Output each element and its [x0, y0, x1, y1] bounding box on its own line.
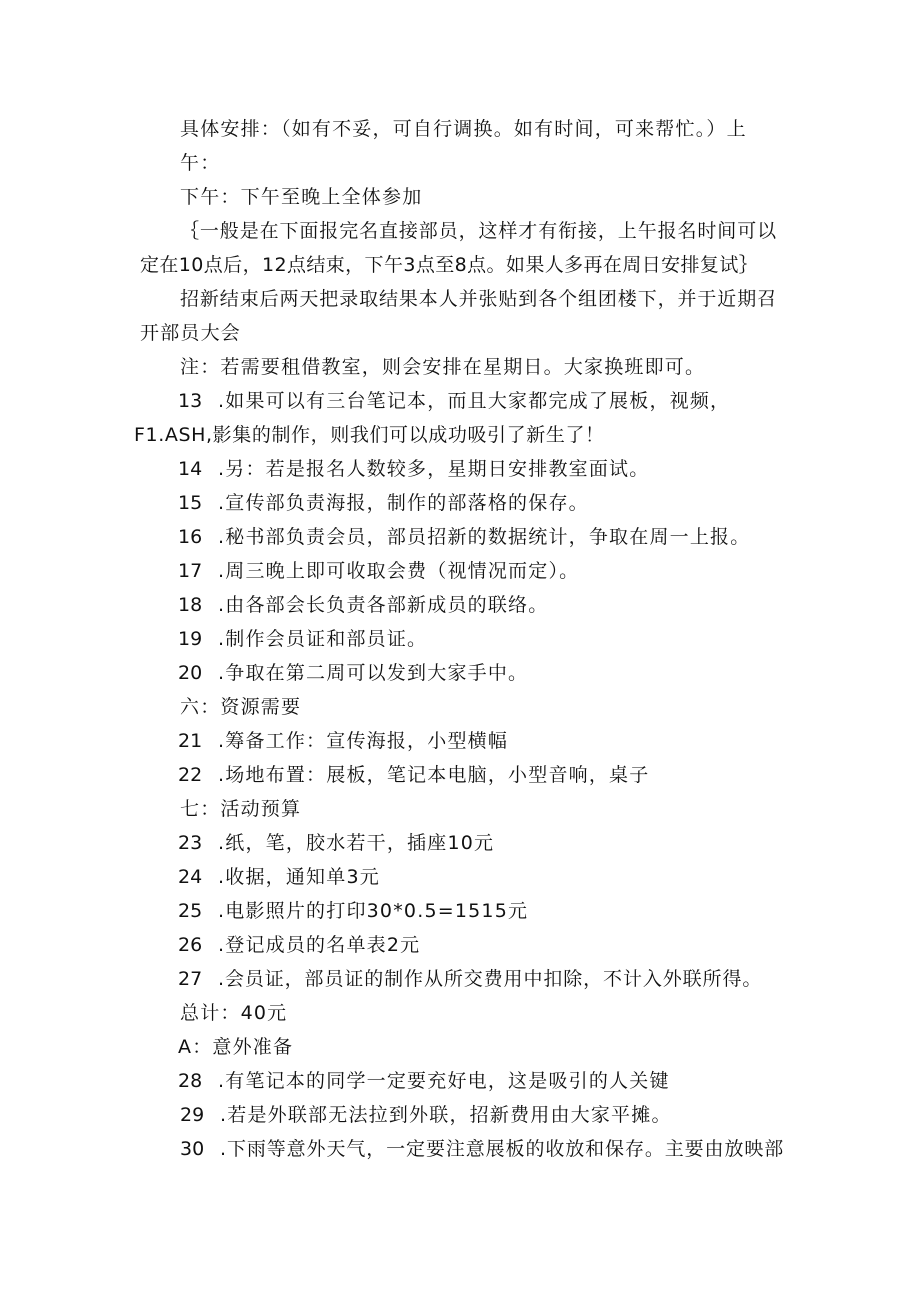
text-line: F1.ASH,影集的制作，则我们可以成功吸引了新生了！ [134, 424, 605, 446]
item-number: 16 [178, 526, 203, 548]
list-item: 19 .制作会员证和部员证。 [178, 628, 428, 650]
item-number: 22 [178, 764, 203, 786]
item-number: 29 [180, 1104, 205, 1126]
list-item: 17 .周三晚上即可收取会费（视情况而定）。 [178, 560, 580, 582]
text-line: 定在10点后，12点结束，下午3点至8点。如果人多再在周日安排复试｝ [140, 254, 759, 276]
text-line: 午： [180, 152, 221, 174]
section-heading: 六：资源需要 [180, 696, 302, 718]
section-heading: A：意外准备 [178, 1036, 294, 1058]
item-number: 18 [178, 594, 203, 616]
list-item: 27 .会员证，部员证的制作从所交费用中扣除，不计入外联所得。 [178, 968, 763, 990]
list-item: 24 .收据，通知单3元 [178, 866, 380, 888]
list-item: 30 .下雨等意外天气，一定要注意展板的收放和保存。主要由放映部 [180, 1138, 785, 1160]
item-number: 23 [178, 832, 203, 854]
list-item: 25 .电影照片的打印30*0.5=1515元 [178, 900, 529, 922]
text-line: 具体安排：（如有不妥，可自行调换。如有时间，可来帮忙。）上 [180, 118, 747, 140]
item-number: 25 [178, 900, 203, 922]
item-number: 27 [178, 968, 203, 990]
item-number: 20 [178, 662, 203, 684]
list-item: 28 .有笔记本的同学一定要充好电，这是吸引的人关键 [178, 1070, 670, 1092]
list-item: 13 .如果可以有三台笔记本，而且大家都完成了展板，视频， [178, 390, 731, 412]
text-line: 下午：下午至晚上全体参加 [180, 186, 423, 208]
text-line: 开部员大会 [140, 322, 242, 344]
total-line: 总计：40元 [180, 1002, 288, 1024]
list-item: 14 .另：若是报名人数较多，星期日安排教室面试。 [178, 458, 650, 480]
text-line: 注：若需要租借教室，则会安排在星期日。大家换班即可。 [180, 356, 706, 378]
list-item: 21 .筹备工作：宣传海报，小型横幅 [178, 730, 509, 752]
list-item: 26 .登记成员的名单表2元 [178, 934, 421, 956]
list-item: 23 .纸，笔，胶水若干，插座10元 [178, 832, 495, 854]
text-line: ｛一般是在下面报完名直接部员，这样才有衔接，上午报名时间可以 [180, 220, 778, 242]
item-number: 24 [178, 866, 203, 888]
item-number: 30 [180, 1138, 205, 1160]
list-item: 15 .宣传部负责海报，制作的部落格的保存。 [178, 492, 589, 514]
item-number: 26 [178, 934, 203, 956]
list-item: 20 .争取在第二周可以发到大家手中。 [178, 662, 529, 684]
section-heading: 七：活动预算 [180, 798, 302, 820]
item-number: 28 [178, 1070, 203, 1092]
list-item: 29 .若是外联部无法拉到外联，招新费用由大家平摊。 [180, 1104, 672, 1126]
item-number: 13 [178, 390, 203, 412]
item-number: 19 [178, 628, 203, 650]
list-item: 16 .秘书部负责会员，部员招新的数据统计，争取在周一上报。 [178, 526, 751, 548]
item-number: 17 [178, 560, 203, 582]
list-item: 18 .由各部会长负责各部新成员的联络。 [178, 594, 549, 616]
list-item: 22 .场地布置：展板，笔记本电脑，小型音响，桌子 [178, 764, 650, 786]
item-number: 14 [178, 458, 203, 480]
item-number: 21 [178, 730, 203, 752]
text-line: 招新结束后两天把录取结果本人并张贴到各个组团楼下，并于近期召 [180, 288, 778, 310]
item-number: 15 [178, 492, 203, 514]
